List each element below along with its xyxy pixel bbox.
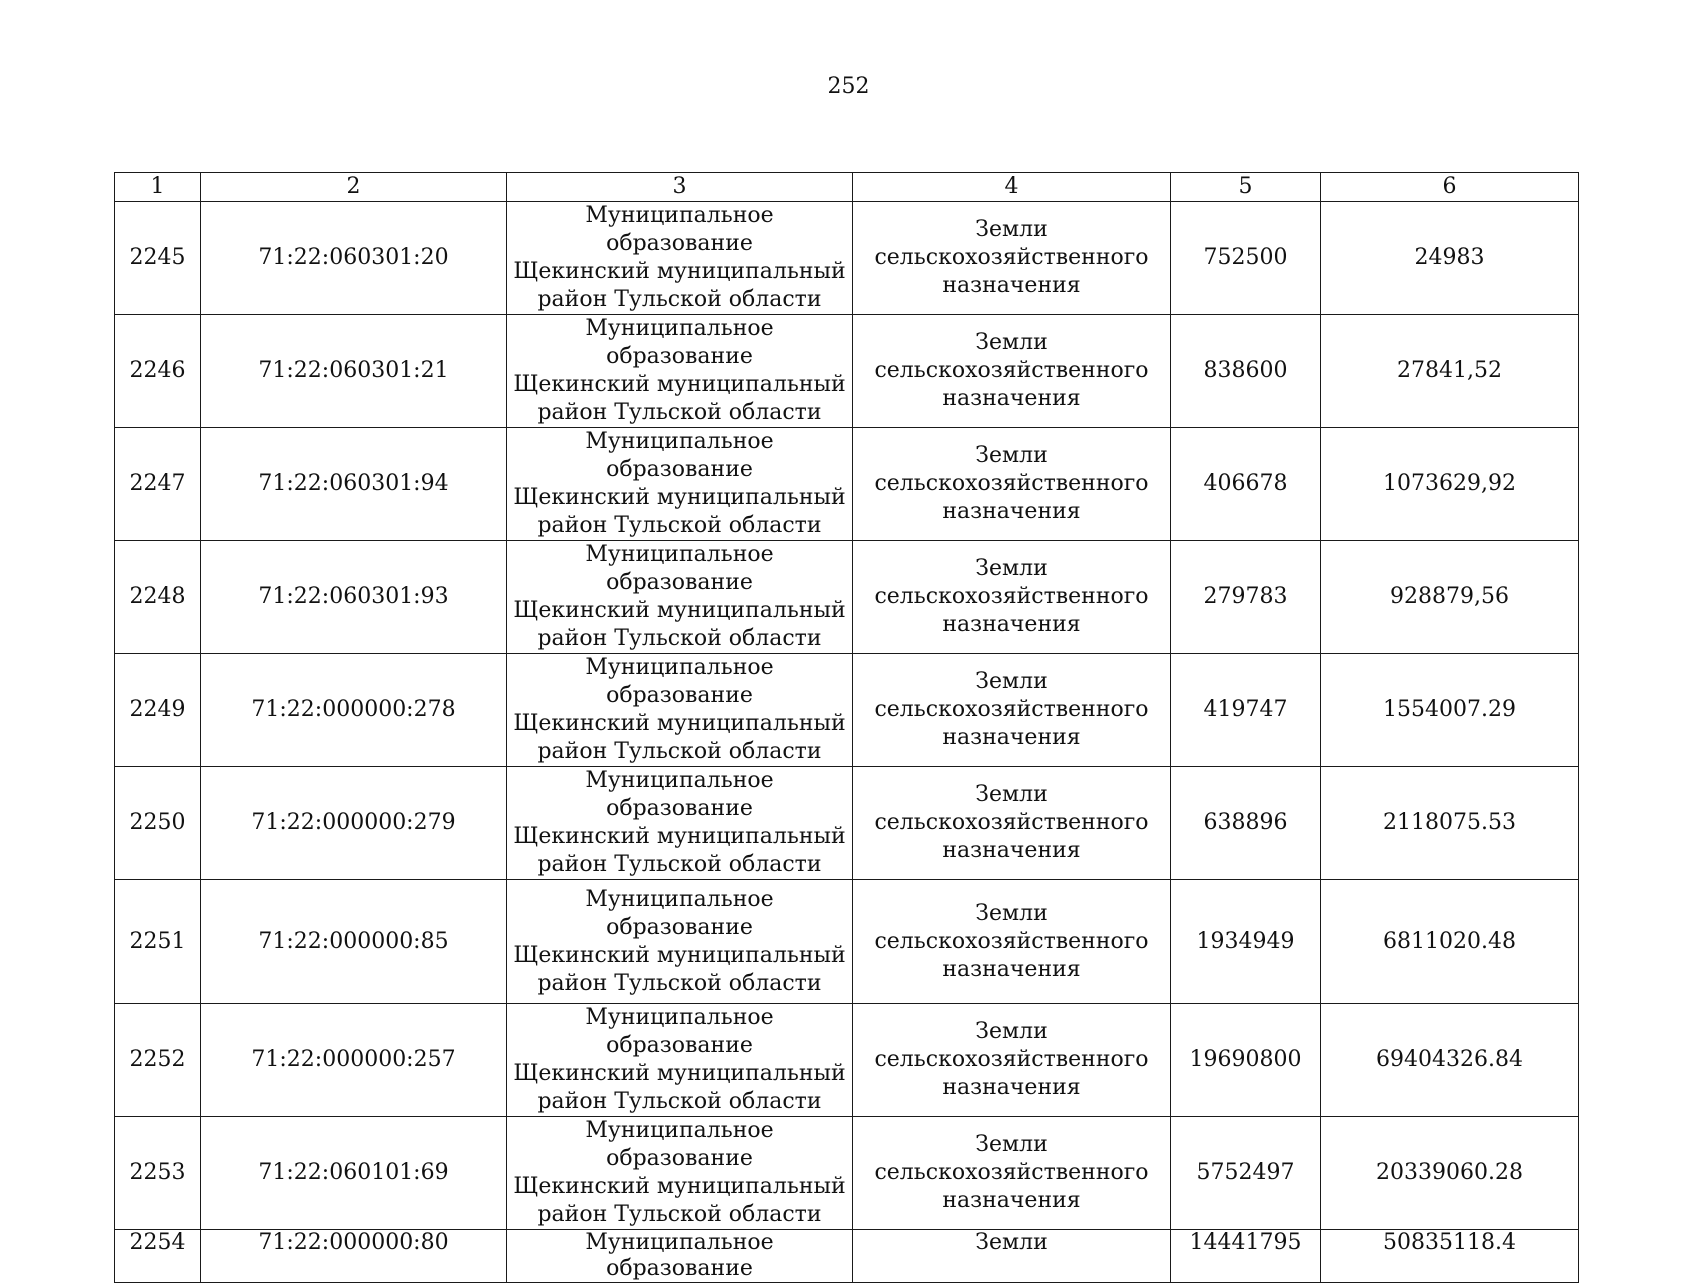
cadastral-value-cell: 1073629,92: [1321, 428, 1579, 541]
cadastral-number-cell: 71:22:000000:278: [201, 654, 507, 767]
column-header-2: 2: [201, 173, 507, 202]
cadastral-value-cell: 6811020.48: [1321, 880, 1579, 1004]
owner-line: район Тульской области: [537, 852, 822, 877]
land-category-cell: [853, 315, 1171, 428]
table-row: [115, 654, 1579, 767]
row-number-cell: 2245: [115, 202, 201, 315]
category-line: сельскохозяйственного: [874, 1047, 1149, 1072]
owner-cell: [507, 428, 853, 541]
category-line: сельскохозяйственного: [874, 1160, 1149, 1185]
owner-line: район Тульской области: [537, 1202, 822, 1227]
category-line: Земли: [975, 443, 1048, 468]
category-line: Земли: [975, 1132, 1048, 1157]
land-category-cell: [853, 1117, 1171, 1230]
area-cell: 14441795: [1171, 1230, 1321, 1283]
cadastral-number-cell: 71:22:000000:257: [201, 1004, 507, 1117]
cadastral-value-cell: 928879,56: [1321, 541, 1579, 654]
land-category-cell: [853, 880, 1171, 1004]
category-line: сельскохозяйственного: [874, 810, 1149, 835]
owner-line: район Тульской области: [537, 1089, 822, 1114]
cadastral-value-cell: 2118075.53: [1321, 767, 1579, 880]
owner-line: Муниципальное образование: [585, 768, 774, 821]
table-header-row: [115, 173, 1579, 202]
table-row: [115, 541, 1579, 654]
area-cell: 752500: [1171, 202, 1321, 315]
category-line: назначения: [942, 838, 1081, 863]
owner-line: Щекинский муниципальный: [513, 711, 846, 736]
cadastral-number-cell: 71:22:060301:94: [201, 428, 507, 541]
owner-cell: [507, 1117, 853, 1230]
row-number-cell: 2251: [115, 880, 201, 1004]
table-row: [115, 1004, 1579, 1117]
owner-line: Щекинский муниципальный: [513, 824, 846, 849]
category-line: сельскохозяйственного: [874, 471, 1149, 496]
area-cell: 406678: [1171, 428, 1321, 541]
owner-line: район Тульской области: [537, 626, 822, 651]
owner-line: Муниципальное образование: [585, 203, 774, 256]
category-line: Земли: [975, 782, 1048, 807]
cadastral-value-cell: 1554007.29: [1321, 654, 1579, 767]
owner-cell: [507, 880, 853, 1004]
owner-line: район Тульской области: [537, 287, 822, 312]
owner-line: Муниципальное образование: [585, 655, 774, 708]
cadastral-value-cell: 20339060.28: [1321, 1117, 1579, 1230]
owner-line: Щекинский муниципальный: [513, 598, 846, 623]
owner-cell: Муниципальное образование: [507, 1230, 853, 1283]
category-line: назначения: [942, 956, 1081, 982]
owner-line: Щекинский муниципальный: [513, 1174, 846, 1199]
owner-line: Муниципальное образование: [585, 1005, 774, 1058]
cadastral-number-cell: 71:22:000000:279: [201, 767, 507, 880]
owner-line: Щекинский муниципальный: [513, 372, 846, 397]
row-number-cell: 2250: [115, 767, 201, 880]
table-row: [115, 880, 1579, 1004]
owner-line: Щекинский муниципальный: [513, 259, 846, 284]
cadastral-value-cell: 27841,52: [1321, 315, 1579, 428]
category-line: назначения: [942, 612, 1081, 637]
column-header-5: 5: [1171, 173, 1321, 202]
column-header-4: 4: [853, 173, 1171, 202]
column-header-3: 3: [507, 173, 853, 202]
land-category-cell: [853, 428, 1171, 541]
column-header-1: 1: [115, 173, 201, 202]
row-number-cell: 2246: [115, 315, 201, 428]
owner-line: Щекинский муниципальный: [513, 1061, 846, 1086]
land-category-cell: Земли: [853, 1230, 1171, 1283]
land-category-cell: [853, 202, 1171, 315]
land-category-cell: [853, 1004, 1171, 1117]
cadastral-value-cell: 50835118.4: [1321, 1230, 1579, 1283]
category-line: сельскохозяйственного: [874, 245, 1149, 270]
area-cell: 638896: [1171, 767, 1321, 880]
cadastral-value-cell: 24983: [1321, 202, 1579, 315]
table-row: [115, 1230, 1579, 1283]
owner-line: Муниципальное образование: [585, 429, 774, 482]
land-category-cell: [853, 541, 1171, 654]
table-row: [115, 767, 1579, 880]
category-line: назначения: [942, 1075, 1081, 1100]
owner-cell: [507, 315, 853, 428]
owner-cell: [507, 654, 853, 767]
land-registry-table: [114, 172, 1579, 1283]
land-category-cell: [853, 654, 1171, 767]
cadastral-number-cell: 71:22:000000:85: [201, 880, 507, 1004]
category-line: Земли: [975, 330, 1048, 355]
area-cell: 279783: [1171, 541, 1321, 654]
category-line: назначения: [942, 1188, 1081, 1213]
owner-line: Муниципальное образование: [585, 1118, 774, 1171]
category-line: Земли: [975, 900, 1048, 926]
category-line: назначения: [942, 499, 1081, 524]
land-category-cell: [853, 767, 1171, 880]
cadastral-number-cell: 71:22:060301:93: [201, 541, 507, 654]
category-line: сельскохозяйственного: [874, 358, 1149, 383]
area-cell: 19690800: [1171, 1004, 1321, 1117]
page-number: 252: [827, 74, 870, 99]
row-number-cell: 2253: [115, 1117, 201, 1230]
owner-line: Щекинский муниципальный: [513, 485, 846, 510]
cadastral-number-cell: 71:22:000000:80: [201, 1230, 507, 1283]
category-line: сельскохозяйственного: [874, 928, 1149, 954]
owner-line: Муниципальное образование: [585, 542, 774, 595]
owner-line: район Тульской области: [537, 739, 822, 764]
owner-line: Муниципальное образование: [585, 316, 774, 369]
category-line: Земли: [975, 1019, 1048, 1044]
owner-cell: [507, 541, 853, 654]
row-number-cell: 2252: [115, 1004, 201, 1117]
area-cell: 419747: [1171, 654, 1321, 767]
row-number-cell: 2254: [115, 1230, 201, 1283]
category-line: назначения: [942, 725, 1081, 750]
category-line: Земли: [975, 556, 1048, 581]
column-header-6: 6: [1321, 173, 1579, 202]
area-cell: 5752497: [1171, 1117, 1321, 1230]
category-line: сельскохозяйственного: [874, 697, 1149, 722]
row-number-cell: 2248: [115, 541, 201, 654]
category-line: Земли: [975, 217, 1048, 242]
area-cell: 1934949: [1171, 880, 1321, 1004]
table-row: [115, 202, 1579, 315]
owner-line: район Тульской области: [537, 513, 822, 538]
owner-line: Муниципальное образование: [585, 886, 774, 940]
table-row: [115, 315, 1579, 428]
cadastral-number-cell: 71:22:060301:21: [201, 315, 507, 428]
owner-line: район Тульской области: [537, 400, 822, 425]
owner-line: Щекинский муниципальный: [513, 942, 846, 968]
cadastral-number-cell: 71:22:060301:20: [201, 202, 507, 315]
cadastral-number-cell: 71:22:060101:69: [201, 1117, 507, 1230]
area-cell: 838600: [1171, 315, 1321, 428]
cadastral-value-cell: 69404326.84: [1321, 1004, 1579, 1117]
owner-cell: [507, 1004, 853, 1117]
owner-line: район Тульской области: [537, 970, 822, 996]
category-line: сельскохозяйственного: [874, 584, 1149, 609]
owner-cell: [507, 202, 853, 315]
category-line: Земли: [975, 669, 1048, 694]
category-line: назначения: [942, 386, 1081, 411]
category-line: назначения: [942, 273, 1081, 298]
row-number-cell: 2249: [115, 654, 201, 767]
table-row: [115, 1117, 1579, 1230]
owner-cell: [507, 767, 853, 880]
table-row: [115, 428, 1579, 541]
row-number-cell: 2247: [115, 428, 201, 541]
